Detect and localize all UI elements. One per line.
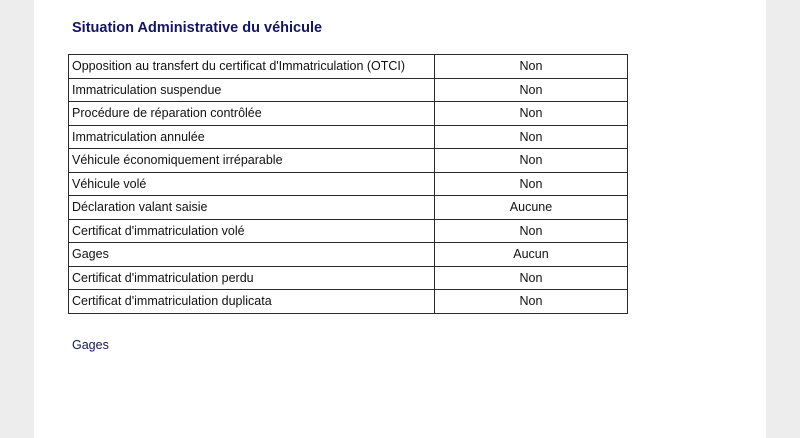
table-row xyxy=(69,172,628,196)
row-value: Non xyxy=(435,266,628,290)
row-value: Non xyxy=(435,102,628,126)
row-label: Véhicule volé xyxy=(69,172,435,196)
row-label: Véhicule économiquement irréparable xyxy=(69,149,435,173)
row-value: Non xyxy=(435,219,628,243)
row-label: Déclaration valant saisie xyxy=(69,196,435,220)
table-row xyxy=(69,78,628,102)
row-label: Certificat d'immatriculation duplicata xyxy=(69,290,435,314)
table-row xyxy=(69,149,628,173)
row-value: Non xyxy=(435,290,628,314)
table-row xyxy=(69,266,628,290)
row-value: Non xyxy=(435,55,628,79)
table-row xyxy=(69,55,628,79)
row-value: Aucun xyxy=(435,243,628,267)
table-row xyxy=(69,102,628,126)
row-label: Certificat d'immatriculation volé xyxy=(69,219,435,243)
row-label: Immatriculation suspendue xyxy=(69,78,435,102)
row-label: Procédure de réparation contrôlée xyxy=(69,102,435,126)
gages-link[interactable]: Gages xyxy=(72,338,109,352)
section-title: Situation Administrative du véhicule xyxy=(72,20,323,36)
row-value: Non xyxy=(435,149,628,173)
table-row xyxy=(69,243,628,267)
row-value: Aucune xyxy=(435,196,628,220)
vehicle-status-table xyxy=(68,54,628,314)
row-label: Certificat d'immatriculation perdu xyxy=(69,266,435,290)
row-label: Opposition au transfert du certificat d'Immatriculation (OTCI) xyxy=(69,55,435,79)
table-row xyxy=(69,219,628,243)
document-page xyxy=(34,0,766,438)
table-row xyxy=(69,290,628,314)
row-label: Gages xyxy=(69,243,435,267)
row-label: Immatriculation annulée xyxy=(69,125,435,149)
table-row xyxy=(69,196,628,220)
row-value: Non xyxy=(435,78,628,102)
row-value: Non xyxy=(435,172,628,196)
table-row xyxy=(69,125,628,149)
row-value: Non xyxy=(435,125,628,149)
